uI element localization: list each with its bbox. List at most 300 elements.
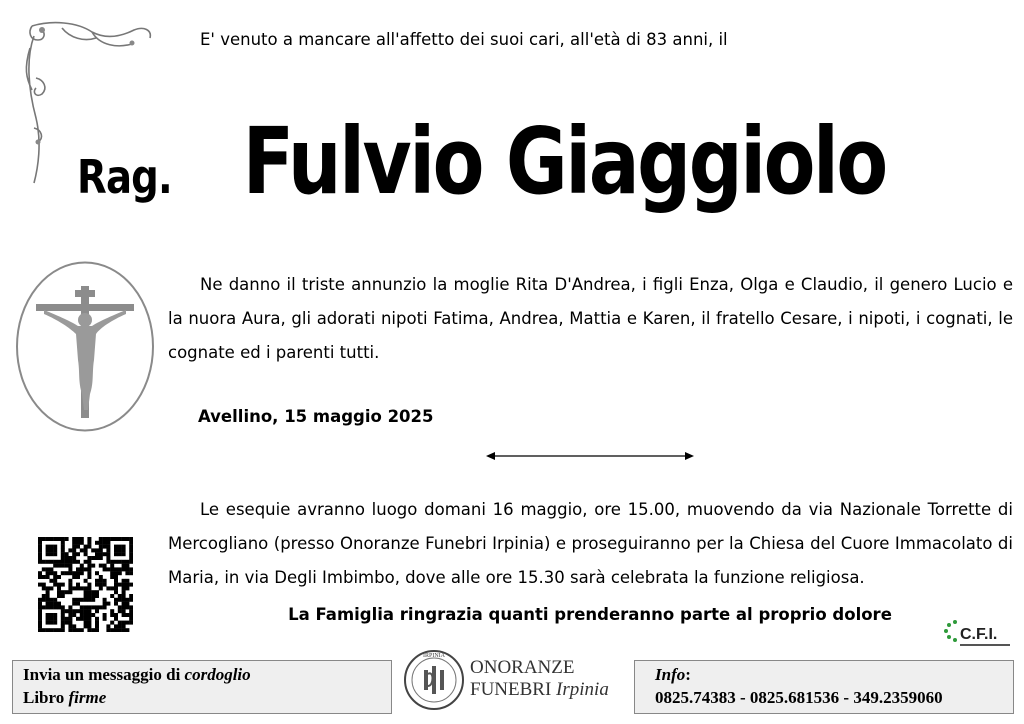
qr-module xyxy=(38,583,42,587)
thanks-text: La Famiglia ringrazia quanti prenderanno parte al proprio dolore xyxy=(288,605,892,624)
qr-module xyxy=(99,545,103,549)
qr-module xyxy=(49,548,53,552)
qr-module xyxy=(122,594,126,598)
qr-module xyxy=(118,537,122,541)
qr-module xyxy=(42,598,46,602)
qr-module xyxy=(99,541,103,545)
qr-module xyxy=(106,545,110,549)
qr-module xyxy=(114,560,118,564)
qr-module xyxy=(49,560,53,564)
qr-module xyxy=(49,628,53,632)
qr-module xyxy=(61,560,65,564)
qr-module xyxy=(84,594,88,598)
qr-module xyxy=(125,537,129,541)
qr-module xyxy=(65,552,69,556)
funeral-home-line1: ONORANZE xyxy=(470,657,575,678)
qr-module xyxy=(110,564,114,568)
qr-module xyxy=(65,571,69,575)
qr-module xyxy=(106,628,110,632)
qr-module xyxy=(99,575,103,579)
qr-module xyxy=(72,628,76,632)
qr-module xyxy=(68,571,72,575)
qr-module xyxy=(91,628,95,632)
qr-module xyxy=(114,545,118,549)
qr-module xyxy=(42,583,46,587)
qr-module xyxy=(122,552,126,556)
qr-module xyxy=(38,624,42,628)
qr-module xyxy=(38,552,42,556)
qr-module xyxy=(87,624,91,628)
qr-module xyxy=(80,598,84,602)
qr-module xyxy=(103,598,107,602)
qr-module xyxy=(129,583,133,587)
qr-module xyxy=(91,556,95,560)
qr-module xyxy=(49,571,53,575)
qr-module xyxy=(87,537,91,541)
qr-module xyxy=(114,579,118,583)
qr-module xyxy=(118,548,122,552)
qr-module xyxy=(95,579,99,583)
info-box xyxy=(634,660,1014,714)
qr-module xyxy=(61,594,65,598)
qr-module xyxy=(122,548,126,552)
qr-module xyxy=(57,594,61,598)
qr-module xyxy=(114,598,118,602)
qr-module xyxy=(57,628,61,632)
qr-module xyxy=(87,556,91,560)
qr-module xyxy=(125,560,129,564)
funeral-details-body: Le esequie avranno luogo domani 16 maggio, ore 15.00, muovendo da via Nazionale Torrette di Mercogliano (presso Onoranze Funebri Irpinia) e proseguiranno per la Chiesa del Cuore Immacolato di Maria, in via Degli Imbimbo, dove alle ore 15.30 sarà celebrata la funzione religiosa. xyxy=(168,500,1013,587)
qr-module xyxy=(61,583,65,587)
qr-module xyxy=(65,590,69,594)
qr-module xyxy=(122,564,126,568)
qr-module xyxy=(122,537,126,541)
qr-module xyxy=(68,560,72,564)
qr-module xyxy=(57,560,61,564)
qr-module xyxy=(110,537,114,541)
qr-module xyxy=(110,594,114,598)
qr-module xyxy=(118,571,122,575)
qr-module xyxy=(118,552,122,556)
qr-module xyxy=(91,594,95,598)
deceased-title-prefix: Rag. xyxy=(76,150,172,204)
qr-module xyxy=(38,628,42,632)
info-phones[interactable]: 0825.74383 - 0825.681536 - 349.2359060 xyxy=(655,688,943,707)
qr-module xyxy=(68,583,72,587)
qr-module xyxy=(84,579,88,583)
qr-module xyxy=(106,567,110,571)
funeral-home-name xyxy=(470,657,609,701)
qr-module xyxy=(129,548,133,552)
qr-module xyxy=(122,579,126,583)
qr-module xyxy=(103,545,107,549)
qr-module xyxy=(72,556,76,560)
qr-module xyxy=(87,583,91,587)
qr-module xyxy=(49,586,53,590)
qr-module xyxy=(91,598,95,602)
qr-module xyxy=(118,567,122,571)
qr-module xyxy=(72,560,76,564)
qr-module xyxy=(95,583,99,587)
qr-module xyxy=(118,583,122,587)
qr-module xyxy=(42,586,46,590)
qr-module xyxy=(125,567,129,571)
qr-module xyxy=(80,571,84,575)
qr-module xyxy=(84,590,88,594)
qr-module xyxy=(129,556,133,560)
qr-module xyxy=(65,537,69,541)
announcement-body: Ne danno il triste annunzio la moglie Rita D'Andrea, i figli Enza, Olga e Claudio, il genero Lucio e la nuora Aura, gli adorati nipoti Fatima, Andrea, Mattia e Karen, il fratello Cesare, i nipoti, i cognati, le cognate ed i parenti tutti. xyxy=(168,275,1013,362)
qr-module xyxy=(114,575,118,579)
qr-module xyxy=(38,598,42,602)
qr-module xyxy=(91,590,95,594)
qr-module xyxy=(125,628,129,632)
qr-module xyxy=(87,598,91,602)
qr-module xyxy=(118,560,122,564)
qr-module xyxy=(122,545,126,549)
qr-module xyxy=(53,598,57,602)
logo-ring-text: IRPINIA xyxy=(423,653,445,659)
qr-module xyxy=(95,624,99,628)
qr-module xyxy=(99,556,103,560)
qr-module xyxy=(68,579,72,583)
qr-module xyxy=(49,537,53,541)
qr-module xyxy=(76,560,80,564)
qr-module xyxy=(46,545,50,549)
qr-module xyxy=(103,583,107,587)
qr-module xyxy=(80,548,84,552)
qr-module xyxy=(118,624,122,628)
qr-module xyxy=(122,560,126,564)
double-arrow-divider-icon xyxy=(486,450,694,462)
announcement-text xyxy=(168,268,1013,370)
qr-module xyxy=(53,537,57,541)
qr-module xyxy=(87,628,91,632)
qr-module xyxy=(46,598,50,602)
qr-module xyxy=(46,628,50,632)
qr-module xyxy=(125,586,129,590)
qr-module xyxy=(61,624,65,628)
send-condolence-emphasis: cordoglio xyxy=(184,665,251,684)
qr-module xyxy=(61,541,65,545)
qr-module xyxy=(122,598,126,602)
qr-module xyxy=(99,586,103,590)
qr-module xyxy=(110,571,114,575)
intro-text: E' venuto a mancare all'affetto dei suoi cari, all'età di 83 anni, il xyxy=(200,30,728,49)
qr-module xyxy=(95,548,99,552)
qr-module xyxy=(76,552,80,556)
funeral-home-line2 xyxy=(470,679,609,701)
qr-module xyxy=(49,598,53,602)
qr-module xyxy=(95,541,99,545)
qr-module xyxy=(95,594,99,598)
qr-module xyxy=(103,579,107,583)
qr-module xyxy=(106,586,110,590)
qr-module xyxy=(129,537,133,541)
qr-module xyxy=(122,624,126,628)
qr-module xyxy=(103,541,107,545)
qr-module xyxy=(125,583,129,587)
qr-module xyxy=(57,590,61,594)
qr-module xyxy=(84,552,88,556)
qr-module xyxy=(46,537,50,541)
qr-module xyxy=(42,560,46,564)
qr-module xyxy=(61,545,65,549)
qr-module xyxy=(95,552,99,556)
qr-module xyxy=(42,594,46,598)
qr-module xyxy=(114,586,118,590)
qr-module xyxy=(84,560,88,564)
qr-module xyxy=(122,590,126,594)
qr-module xyxy=(49,545,53,549)
qr-module xyxy=(129,598,133,602)
qr-module xyxy=(80,628,84,632)
qr-module xyxy=(80,564,84,568)
qr-module xyxy=(106,560,110,564)
qr-module xyxy=(114,567,118,571)
qr-module xyxy=(42,567,46,571)
qr-module xyxy=(68,586,72,590)
qr-module xyxy=(57,564,61,568)
qr-module xyxy=(68,564,72,568)
qr-module xyxy=(42,537,46,541)
qr-module xyxy=(106,537,110,541)
qr-module xyxy=(38,560,42,564)
qr-module xyxy=(118,594,122,598)
qr-module xyxy=(57,586,61,590)
qr-module xyxy=(129,541,133,545)
qr-module xyxy=(87,575,91,579)
qr-module xyxy=(110,586,114,590)
qr-module xyxy=(72,537,76,541)
qr-module xyxy=(87,564,91,568)
qr-module xyxy=(95,571,99,575)
qr-module xyxy=(122,567,126,571)
qr-module xyxy=(106,552,110,556)
qr-module xyxy=(65,564,69,568)
place-date: Avellino, 15 maggio 2025 xyxy=(198,407,434,426)
info-label: Info xyxy=(655,665,686,684)
qr-module xyxy=(87,560,91,564)
qr-module xyxy=(110,567,114,571)
qr-module xyxy=(103,537,107,541)
qr-module xyxy=(125,579,129,583)
deceased-name: Fulvio Giaggiolo xyxy=(242,108,886,215)
qr-module xyxy=(72,571,76,575)
qr-module xyxy=(53,560,57,564)
qr-module xyxy=(46,567,50,571)
qr-module xyxy=(53,564,57,568)
qr-module xyxy=(84,548,88,552)
qr-module xyxy=(99,579,103,583)
qr-module xyxy=(76,537,80,541)
qr-module xyxy=(87,586,91,590)
qr-module xyxy=(53,571,57,575)
qr-module xyxy=(114,590,118,594)
cfi-logo-icon xyxy=(940,618,1012,654)
qr-module xyxy=(76,583,80,587)
qr-module xyxy=(61,628,65,632)
qr-module xyxy=(76,598,80,602)
qr-module xyxy=(80,541,84,545)
condolence-message-box[interactable] xyxy=(12,660,392,714)
qr-module xyxy=(80,567,84,571)
qr-module xyxy=(49,579,53,583)
info-label-line: Info: xyxy=(655,665,691,684)
qr-module xyxy=(76,586,80,590)
qr-module xyxy=(103,552,107,556)
qr-module xyxy=(122,628,126,632)
qr-module xyxy=(114,537,118,541)
qr-module xyxy=(99,552,103,556)
qr-module xyxy=(129,552,133,556)
qr-module xyxy=(114,583,118,587)
qr-module xyxy=(46,586,50,590)
qr-module xyxy=(72,541,76,545)
qr-module xyxy=(38,545,42,549)
qr-module xyxy=(91,548,95,552)
qr-module xyxy=(84,567,88,571)
qr-module xyxy=(76,541,80,545)
qr-module xyxy=(106,548,110,552)
qr-module xyxy=(80,586,84,590)
qr-module xyxy=(42,575,46,579)
qr-module xyxy=(53,579,57,583)
qr-module xyxy=(61,552,65,556)
qr-module xyxy=(110,560,114,564)
qr-module xyxy=(76,575,80,579)
qr-module xyxy=(38,575,42,579)
qr-module xyxy=(46,571,50,575)
qr-module xyxy=(87,567,91,571)
qr-module xyxy=(76,628,80,632)
qr-module xyxy=(129,594,133,598)
guestbook-emphasis: firme xyxy=(68,688,107,707)
qr-module xyxy=(42,628,46,632)
qr-module xyxy=(57,575,61,579)
qr-module xyxy=(57,537,61,541)
qr-module xyxy=(49,552,53,556)
qr-module xyxy=(53,548,57,552)
qr-module xyxy=(76,567,80,571)
qr-module xyxy=(87,571,91,575)
cfi-logo-text: C.F.I. xyxy=(960,626,998,643)
qr-module xyxy=(46,552,50,556)
qr-module xyxy=(76,571,80,575)
qr-module xyxy=(68,556,72,560)
qr-module xyxy=(38,548,42,552)
qr-module xyxy=(53,583,57,587)
qr-module xyxy=(68,624,72,628)
qr-module xyxy=(125,564,129,568)
qr-module xyxy=(72,552,76,556)
qr-module xyxy=(118,545,122,549)
qr-module xyxy=(87,594,91,598)
qr-module xyxy=(53,628,57,632)
qr-module xyxy=(114,552,118,556)
qr-module xyxy=(72,575,76,579)
qr-module xyxy=(84,545,88,549)
qr-module xyxy=(61,556,65,560)
qr-module xyxy=(114,624,118,628)
qr-module xyxy=(99,548,103,552)
funeral-details-text xyxy=(168,493,1013,595)
qr-module xyxy=(53,575,57,579)
qr-module xyxy=(61,571,65,575)
qr-module xyxy=(68,548,72,552)
qr-module xyxy=(122,586,126,590)
send-condolence-link[interactable] xyxy=(23,665,251,685)
qr-module xyxy=(125,571,129,575)
qr-module xyxy=(110,575,114,579)
qr-module xyxy=(72,545,76,549)
qr-module xyxy=(129,560,133,564)
qr-module xyxy=(38,537,42,541)
qr-module xyxy=(38,556,42,560)
qr-module xyxy=(53,545,57,549)
qr-module xyxy=(106,556,110,560)
qr-module xyxy=(65,556,69,560)
qr-module xyxy=(84,586,88,590)
qr-module xyxy=(129,545,133,549)
qr-module xyxy=(114,628,118,632)
guestbook-text: Libro xyxy=(23,688,69,707)
qr-module xyxy=(95,628,99,632)
qr-module xyxy=(46,548,50,552)
qr-module xyxy=(61,537,65,541)
qr-module xyxy=(114,548,118,552)
qr-module xyxy=(68,567,72,571)
qr-module xyxy=(61,564,65,568)
qr-module xyxy=(84,598,88,602)
qr-module xyxy=(95,556,99,560)
qr-module xyxy=(106,624,110,628)
qr-module xyxy=(106,541,110,545)
qr-module xyxy=(99,583,103,587)
qr-module xyxy=(57,583,61,587)
qr-module xyxy=(72,548,76,552)
qr-module xyxy=(68,628,72,632)
crucifix-icon xyxy=(14,260,156,433)
qr-module xyxy=(110,628,114,632)
qr-module xyxy=(61,590,65,594)
funeral-home-logo-icon xyxy=(402,648,466,712)
qr-module xyxy=(72,598,76,602)
guestbook-link[interactable] xyxy=(23,688,106,708)
qr-module xyxy=(103,567,107,571)
qr-module xyxy=(68,590,72,594)
qr-module xyxy=(76,545,80,549)
qr-module xyxy=(49,567,53,571)
qr-module xyxy=(91,564,95,568)
qr-module xyxy=(129,571,133,575)
qr-module xyxy=(87,545,91,549)
qr-module xyxy=(38,571,42,575)
qr-module xyxy=(61,548,65,552)
qr-module xyxy=(87,541,91,545)
send-condolence-text: Invia un messaggio di xyxy=(23,665,185,684)
qr-module xyxy=(38,541,42,545)
qr-module xyxy=(87,590,91,594)
funeral-home-line2-a: FUNEBRI xyxy=(470,679,557,700)
qr-module xyxy=(118,598,122,602)
qr-module xyxy=(53,552,57,556)
qr-module xyxy=(80,537,84,541)
deceased-name-line xyxy=(0,108,1024,215)
qr-module xyxy=(129,567,133,571)
qr-module xyxy=(118,628,122,632)
funeral-home-line2-b: Irpinia xyxy=(556,679,609,700)
